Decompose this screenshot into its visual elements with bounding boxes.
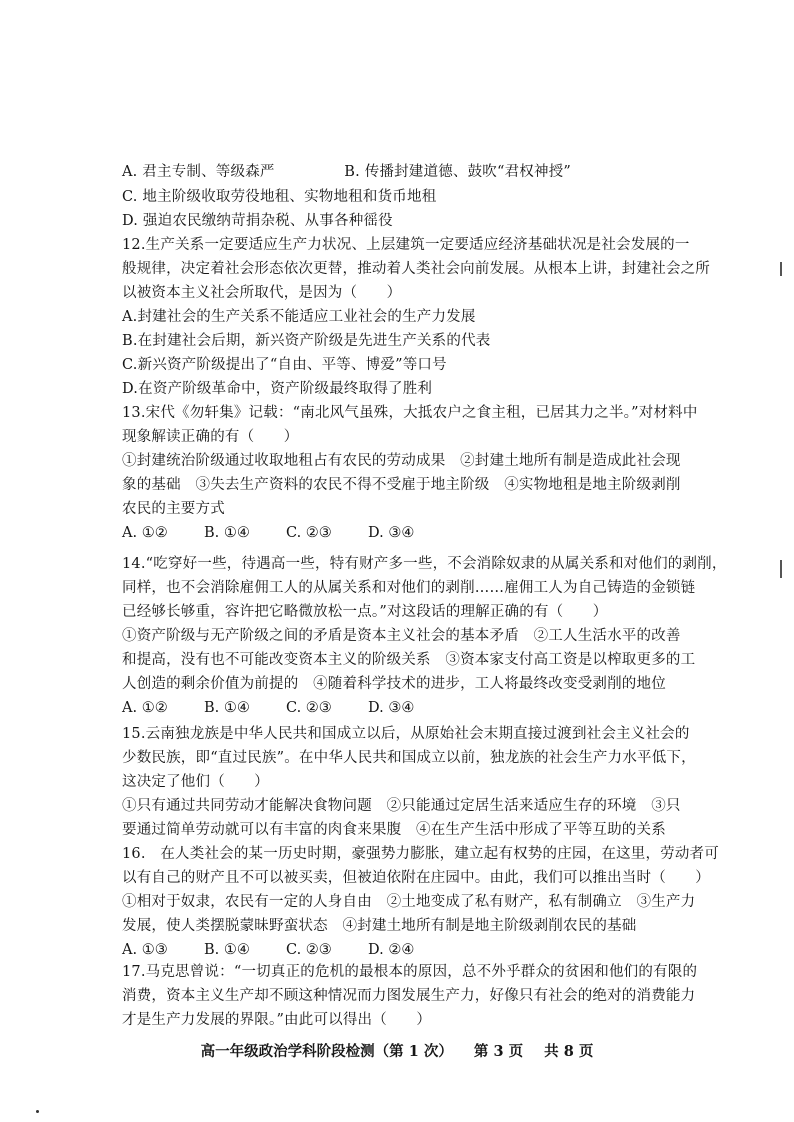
- footer-total-pages: 共 8 页: [544, 1043, 594, 1060]
- q14-stem-line: 同样，也不会消除雇佣工人的从属关系和对他们的剥削……雇佣工人为自己铸造的金锁链: [122, 580, 696, 596]
- q14-options: [122, 698, 414, 718]
- scan-dot: [36, 1110, 39, 1113]
- q13-stem-line: 13.宋代《勿轩集》记载：“南北风气虽殊，大抵农户之食主租，已居其力之半。”对材料中: [122, 405, 698, 421]
- q17-stem-line: 消费，资本主义生产却不顾这种情况而力图发展生产力，好像只有社会的绝对的消费能力: [122, 988, 696, 1004]
- q12-option: C.新兴资产阶级提出了“自由、平等、博爱”等口号: [122, 357, 447, 373]
- q12-stem-line: 般规律，决定着社会形态依次更替，推动着人类社会向前发展。从根本上讲，封建社会之所: [122, 261, 710, 277]
- q12-option: B.在封建社会后期，新兴资产阶级是先进生产关系的代表: [122, 333, 491, 349]
- q16-option-a: A. ①③: [122, 942, 168, 958]
- q16-stem-line: 以有自己的财产且不可以被买卖，但被迫依附在庄园中。由此，我们可以推出当时（ ）: [122, 870, 710, 886]
- q13-stem-line: 现象解读正确的有（ ）: [122, 429, 299, 445]
- q14-stem-line: ①资产阶级与无产阶级之间的矛盾是资本主义社会的基本矛盾 ②工人生活水平的改善: [122, 628, 681, 644]
- q14-option-b: B. ①④: [204, 700, 250, 716]
- q17-stem-line: 17.马克思曾说：“一切真正的危机的最根本的原因，总不外乎群众的贫困和他们的有限的: [122, 964, 698, 980]
- footer-page-number: 第 3 页: [473, 1043, 524, 1060]
- q11-option-row-ab: [122, 162, 571, 182]
- q16-option-c: C. ②③: [286, 942, 332, 958]
- q13-option-a: A. ①②: [122, 525, 168, 541]
- q16-stem-line: 16. 在人类社会的某一历史时期，豪强势力膨胀，建立起有权势的庄园，在这里，劳动者可: [122, 846, 719, 862]
- q12-stem-line: 12.生产关系一定要适应生产力状况、上层建筑一定要适应经济基础状况是社会发展的一: [122, 237, 690, 253]
- q13-option-c: C. ②③: [286, 525, 332, 541]
- q14-option-d: D. ③④: [368, 700, 415, 716]
- q17-stem-line: 才是生产力发展的界限。”由此可以得出（ ）: [122, 1012, 432, 1028]
- q16-option-d: D. ②④: [368, 942, 415, 958]
- q11-option-c: C. 地主阶级收取劳役地租、实物地租和货币地租: [122, 189, 437, 205]
- q12-stem-line: 以被资本主义社会所取代，是因为（ ）: [122, 285, 402, 301]
- q16-options: [122, 940, 414, 960]
- q13-stem-line: 象的基础 ③失去生产资料的农民不得不受雇于地主阶级 ④实物地租是地主阶级剥削: [122, 477, 681, 493]
- q16-stem-line: 发展，使人类摆脱蒙昧野蛮状态 ④封建土地所有制是地主阶级剥削农民的基础: [122, 918, 637, 934]
- q12-option: D.在资产阶级革命中，资产阶级最终取得了胜利: [122, 381, 433, 397]
- q15-stem-line: 这决定了他们（ ）: [122, 774, 269, 790]
- q15-stem-line: 少数民族，即“直过民族”。在中华人民共和国成立以前，独龙族的社会生产力水平低下，: [122, 750, 696, 766]
- q13-stem-line: 农民的主要方式: [122, 501, 225, 517]
- q11-option-a: A. 君主专制、等级森严: [122, 164, 275, 180]
- q12-option: A.封建社会的生产关系不能适应工业社会的生产力发展: [122, 309, 476, 325]
- q16-option-b: B. ①④: [204, 942, 250, 958]
- q15-stem-line: ①只有通过共同劳动才能解决食物问题 ②只能通过定居生活来适应生存的环境 ③只: [122, 798, 681, 814]
- q14-stem-line: 和提高，没有也不可能改变资本主义的阶级关系 ③资本家支付高工资是以榨取更多的工: [122, 652, 696, 668]
- q16-stem-line: ①相对于奴隶，农民有一定的人身自由 ②土地变成了私有财产，私有制确立 ③生产力: [122, 894, 696, 910]
- q13-options: [122, 523, 414, 543]
- q14-stem-line: 已经够长够重，容许把它略微放松一点。”对这段话的理解正确的有（ ）: [122, 604, 608, 620]
- page-footer: [0, 1040, 794, 1061]
- q14-stem-line: 人创造的剩余价值为前提的 ④随着科学技术的进步，工人将最终改变受剥削的地位: [122, 676, 666, 692]
- q15-stem-line: 要通过简单劳动就可以有丰富的肉食来果腹 ④在生产生活中形成了平等互助的关系: [122, 822, 666, 838]
- q11-option-b: B. 传播封建道德、鼓吹“君权神授”: [344, 164, 572, 180]
- footer-title: 高一年级政治学科阶段检测（第 1 次）: [200, 1043, 453, 1060]
- scan-mark: [780, 560, 782, 578]
- q15-stem-line: 15.云南独龙族是中华人民共和国成立以后，从原始社会末期直接过渡到社会主义社会的: [122, 726, 690, 742]
- q14-option-a: A. ①②: [122, 700, 168, 716]
- q13-option-d: D. ③④: [368, 525, 415, 541]
- q14-option-c: C. ②③: [286, 700, 332, 716]
- q11-option-d: D. 强迫农民缴纳苛捐杂税、从事各种徭役: [122, 213, 393, 229]
- q13-stem-line: ①封建统治阶级通过收取地租占有农民的劳动成果 ②封建土地所有制是造成此社会现: [122, 453, 681, 469]
- q13-option-b: B. ①④: [204, 525, 250, 541]
- scan-mark: [780, 262, 782, 276]
- q14-stem-line: 14.“吃穿好一些，待遇高一些，特有财产多一些，不会消除奴隶的从属关系和对他们的剥削，: [122, 556, 727, 572]
